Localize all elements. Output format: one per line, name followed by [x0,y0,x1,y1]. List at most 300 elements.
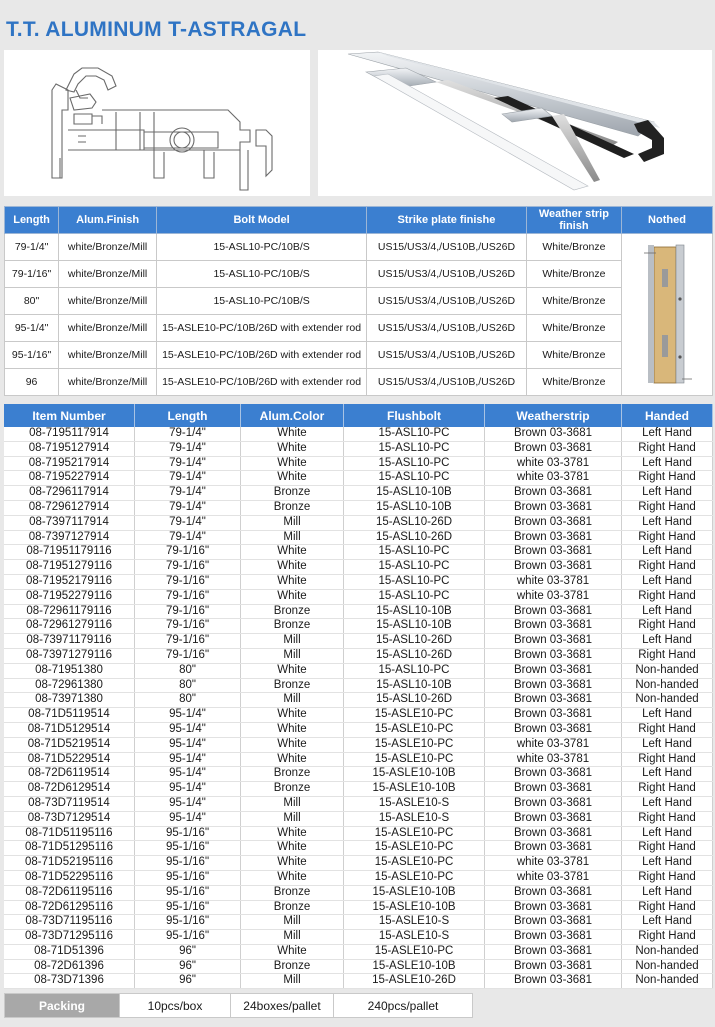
alum-color-cell: White [241,574,344,589]
length-cell: 95-1/16" [135,856,241,871]
table-row [4,663,713,678]
handed-cell: Right Hand [622,752,713,767]
weatherstrip-cell: Brown 03-3681 [485,486,622,501]
flushbolt-cell: 15-ASLE10-PC [344,722,485,737]
item-number-cell: 08-71D52195116 [4,856,135,871]
item-number-cell: 08-73D71396 [4,974,135,989]
spec-row [5,315,713,342]
alum-color-cell: Bronze [241,678,344,693]
length-cell: 80" [135,678,241,693]
weatherstrip-cell: Brown 03-3681 [485,678,622,693]
flushbolt-cell: 15-ASLE10-PC [344,870,485,885]
flushbolt-cell: 15-ASL10-26D [344,693,485,708]
alum-color-cell: White [241,826,344,841]
item-number-cell: 08-71D5229514 [4,752,135,767]
table-row [4,560,713,575]
alum-color-cell: White [241,752,344,767]
spec-cell-alum-finish: white/Bronze/Mill [59,288,157,315]
handed-cell: Left Hand [622,796,713,811]
handed-cell: Right Hand [622,841,713,856]
length-cell: 79-1/16" [135,648,241,663]
spec-cell-strike-plate: US15/US3/4,/US10B,/US26D [367,342,527,369]
spec-cell-strike-plate: US15/US3/4,/US10B,/US26D [367,369,527,396]
item-number-cell: 08-71952279116 [4,589,135,604]
spec-cell-weather-strip: White/Bronze [526,234,621,261]
spec-header-bolt-model: Bolt Model [157,207,367,234]
handed-cell: Right Hand [622,722,713,737]
table-row [4,648,713,663]
table-row [4,752,713,767]
alum-color-cell: Mill [241,915,344,930]
length-cell: 79-1/4" [135,471,241,486]
item-number-cell: 08-73971380 [4,693,135,708]
length-cell: 95-1/4" [135,722,241,737]
alum-color-cell: Mill [241,930,344,945]
item-number-cell: 08-71951380 [4,663,135,678]
flushbolt-cell: 15-ASLE10-10B [344,767,485,782]
length-cell: 95-1/16" [135,930,241,945]
packing-per-box: 10pcs/box [120,994,231,1018]
spec-cell-length: 95-1/16" [5,342,59,369]
length-cell: 96" [135,959,241,974]
table-row [4,456,713,471]
item-number-cell: 08-72D61195116 [4,885,135,900]
length-cell: 79-1/16" [135,545,241,560]
alum-color-cell: White [241,944,344,959]
table-row [4,486,713,501]
length-cell: 95-1/16" [135,915,241,930]
length-cell: 96" [135,944,241,959]
handed-cell: Non-handed [622,959,713,974]
spec-row [5,342,713,369]
flushbolt-cell: 15-ASLE10-26D [344,974,485,989]
items-header-alum-color: Alum.Color [241,404,344,427]
weatherstrip-cell: white 03-3781 [485,737,622,752]
items-header-row [4,404,713,427]
item-number-cell: 08-72D6129514 [4,782,135,797]
items-table-body [4,427,713,989]
table-row [4,722,713,737]
flushbolt-cell: 15-ASL10-26D [344,530,485,545]
table-row [4,634,713,649]
handed-cell: Left Hand [622,515,713,530]
weatherstrip-cell: white 03-3781 [485,574,622,589]
weatherstrip-cell: Brown 03-3681 [485,708,622,723]
flushbolt-cell: 15-ASLE10-S [344,915,485,930]
spec-cell-strike-plate: US15/US3/4,/US10B,/US26D [367,261,527,288]
length-cell: 95-1/16" [135,841,241,856]
item-number-cell: 08-71D51396 [4,944,135,959]
handed-cell: Right Hand [622,648,713,663]
alum-color-cell: White [241,427,344,441]
weatherstrip-cell: Brown 03-3681 [485,959,622,974]
flushbolt-cell: 15-ASLE10-PC [344,737,485,752]
alum-color-cell: White [241,545,344,560]
item-number-cell: 08-7296127914 [4,500,135,515]
packing-boxes-per-pallet: 24boxes/pallet [231,994,334,1018]
notched-astragal-svg [622,239,712,387]
alum-color-cell: Bronze [241,767,344,782]
item-number-cell: 08-71951279116 [4,560,135,575]
alum-color-cell: Bronze [241,604,344,619]
spec-cell-weather-strip: White/Bronze [526,261,621,288]
item-number-cell: 08-71952179116 [4,574,135,589]
spec-cell-weather-strip: White/Bronze [526,315,621,342]
flushbolt-cell: 15-ASL10-PC [344,545,485,560]
flushbolt-cell: 15-ASL10-10B [344,678,485,693]
spec-cell-bolt-model: 15-ASL10-PC/10B/S [157,234,367,261]
table-row [4,693,713,708]
handed-cell: Left Hand [622,856,713,871]
handed-cell: Right Hand [622,811,713,826]
cross-section-svg [4,50,310,196]
flushbolt-cell: 15-ASLE10-PC [344,856,485,871]
alum-color-cell: White [241,737,344,752]
items-header-length: Length [135,404,241,427]
spec-header-alum-finish: Alum.Finish [59,207,157,234]
alum-color-cell: Mill [241,796,344,811]
item-number-cell: 08-72D61295116 [4,900,135,915]
handed-cell: Left Hand [622,604,713,619]
weatherstrip-cell: Brown 03-3681 [485,930,622,945]
handed-cell: Right Hand [622,589,713,604]
weatherstrip-cell: Brown 03-3681 [485,841,622,856]
table-row [4,930,713,945]
flushbolt-cell: 15-ASL10-PC [344,427,485,441]
flushbolt-cell: 15-ASLE10-PC [344,708,485,723]
spec-header-length: Length [5,207,59,234]
alum-color-cell: Mill [241,530,344,545]
length-cell: 79-1/4" [135,441,241,456]
weatherstrip-cell: white 03-3781 [485,870,622,885]
flushbolt-cell: 15-ASLE10-10B [344,885,485,900]
alum-color-cell: Mill [241,634,344,649]
spec-cell-strike-plate: US15/US3/4,/US10B,/US26D [367,234,527,261]
astragal-product-photo [318,50,712,196]
alum-color-cell: Bronze [241,486,344,501]
weatherstrip-cell: Brown 03-3681 [485,944,622,959]
weatherstrip-cell: Brown 03-3681 [485,693,622,708]
table-row [4,515,713,530]
table-row [4,944,713,959]
weatherstrip-cell: Brown 03-3681 [485,427,622,441]
weatherstrip-cell: Brown 03-3681 [485,634,622,649]
item-number-cell: 08-73D7119514 [4,796,135,811]
table-row [4,574,713,589]
table-row [4,915,713,930]
handed-cell: Right Hand [622,619,713,634]
flushbolt-cell: 15-ASLE10-S [344,796,485,811]
table-row [4,589,713,604]
table-row [4,545,713,560]
packing-label: Packing [5,994,120,1018]
length-cell: 79-1/16" [135,560,241,575]
weatherstrip-cell: white 03-3781 [485,589,622,604]
length-cell: 79-1/4" [135,530,241,545]
handed-cell: Right Hand [622,900,713,915]
spec-row [5,261,713,288]
flushbolt-cell: 15-ASL10-10B [344,486,485,501]
packing-row [5,994,473,1018]
length-cell: 95-1/4" [135,708,241,723]
items-header-weatherstrip: Weatherstrip [485,404,622,427]
alum-color-cell: Bronze [241,900,344,915]
length-cell: 79-1/4" [135,427,241,441]
weatherstrip-cell: Brown 03-3681 [485,604,622,619]
flushbolt-cell: 15-ASLE10-10B [344,959,485,974]
handed-cell: Right Hand [622,560,713,575]
length-cell: 79-1/4" [135,515,241,530]
spec-header-weather-strip: Weather strip finish [526,207,621,234]
handed-cell: Right Hand [622,471,713,486]
flushbolt-cell: 15-ASL10-26D [344,634,485,649]
spec-cell-bolt-model: 15-ASLE10-PC/10B/26D with extender rod [157,369,367,396]
item-number-cell: 08-7195117914 [4,427,135,441]
length-cell: 79-1/16" [135,634,241,649]
weatherstrip-cell: Brown 03-3681 [485,619,622,634]
handed-cell: Non-handed [622,678,713,693]
alum-color-cell: Bronze [241,500,344,515]
table-row [4,708,713,723]
weatherstrip-cell: Brown 03-3681 [485,885,622,900]
length-cell: 79-1/16" [135,604,241,619]
flushbolt-cell: 15-ASL10-10B [344,500,485,515]
spec-row [5,234,713,261]
alum-color-cell: White [241,856,344,871]
handed-cell: Left Hand [622,545,713,560]
item-number-cell: 08-7397127914 [4,530,135,545]
table-row [4,959,713,974]
weatherstrip-cell: white 03-3781 [485,471,622,486]
alum-color-cell: White [241,708,344,723]
alum-color-cell: White [241,663,344,678]
table-row [4,471,713,486]
spec-header-strike-plate: Strike plate finishe [367,207,527,234]
weatherstrip-cell: Brown 03-3681 [485,811,622,826]
page-title: T.T. ALUMINUM T-ASTRAGAL [6,18,307,41]
item-number-cell: 08-72961179116 [4,604,135,619]
flushbolt-cell: 15-ASL10-PC [344,574,485,589]
item-number-cell: 08-7397117914 [4,515,135,530]
item-number-cell: 08-72961380 [4,678,135,693]
alum-color-cell: Mill [241,515,344,530]
alum-color-cell: Bronze [241,885,344,900]
table-row [4,841,713,856]
weatherstrip-cell: Brown 03-3681 [485,796,622,811]
handed-cell: Left Hand [622,885,713,900]
table-row [4,530,713,545]
item-number-cell: 08-71D51195116 [4,826,135,841]
table-row [4,796,713,811]
weatherstrip-cell: white 03-3781 [485,856,622,871]
spec-table [4,206,713,396]
handed-cell: Left Hand [622,826,713,841]
handed-cell: Non-handed [622,974,713,989]
packing-table [4,993,473,1018]
spec-cell-length: 80" [5,288,59,315]
spec-cell-weather-strip: White/Bronze [526,288,621,315]
length-cell: 79-1/4" [135,486,241,501]
flushbolt-cell: 15-ASLE10-PC [344,752,485,767]
table-row [4,441,713,456]
item-number-cell: 08-72D6119514 [4,767,135,782]
weatherstrip-cell: white 03-3781 [485,752,622,767]
alum-color-cell: White [241,456,344,471]
length-cell: 95-1/4" [135,737,241,752]
handed-cell: Left Hand [622,767,713,782]
table-row [4,974,713,989]
spec-cell-alum-finish: white/Bronze/Mill [59,315,157,342]
weatherstrip-cell: Brown 03-3681 [485,560,622,575]
length-cell: 79-1/4" [135,500,241,515]
weatherstrip-cell: Brown 03-3681 [485,648,622,663]
length-cell: 95-1/16" [135,826,241,841]
handed-cell: Right Hand [622,500,713,515]
items-header-flushbolt: Flushbolt [344,404,485,427]
flushbolt-cell: 15-ASL10-PC [344,471,485,486]
item-number-cell: 08-7195127914 [4,441,135,456]
alum-color-cell: White [241,841,344,856]
flushbolt-cell: 15-ASLE10-10B [344,782,485,797]
weatherstrip-cell: Brown 03-3681 [485,441,622,456]
item-number-cell: 08-73971179116 [4,634,135,649]
weatherstrip-cell: Brown 03-3681 [485,722,622,737]
flushbolt-cell: 15-ASLE10-S [344,811,485,826]
table-row [4,811,713,826]
flushbolt-cell: 15-ASLE10-10B [344,900,485,915]
table-row [4,678,713,693]
flushbolt-cell: 15-ASLE10-S [344,930,485,945]
handed-cell: Right Hand [622,930,713,945]
alum-color-cell: White [241,441,344,456]
alum-color-cell: Mill [241,974,344,989]
spec-cell-length: 96 [5,369,59,396]
spec-cell-bolt-model: 15-ASLE10-PC/10B/26D with extender rod [157,342,367,369]
weatherstrip-cell: Brown 03-3681 [485,974,622,989]
length-cell: 96" [135,974,241,989]
spec-cell-bolt-model: 15-ASL10-PC/10B/S [157,288,367,315]
spec-cell-bolt-model: 15-ASLE10-PC/10B/26D with extender rod [157,315,367,342]
length-cell: 80" [135,663,241,678]
flushbolt-cell: 15-ASL10-PC [344,441,485,456]
alum-color-cell: Bronze [241,782,344,797]
alum-color-cell: Bronze [241,619,344,634]
weatherstrip-cell: Brown 03-3681 [485,663,622,678]
spec-cell-alum-finish: white/Bronze/Mill [59,369,157,396]
table-row [4,826,713,841]
flushbolt-cell: 15-ASL10-26D [344,648,485,663]
product-photo-svg [318,50,712,196]
items-header-item-number: Item Number [4,404,135,427]
spec-row [5,288,713,315]
table-row [4,900,713,915]
alum-color-cell: Mill [241,693,344,708]
item-number-cell: 08-71D51295116 [4,841,135,856]
weatherstrip-cell: Brown 03-3681 [485,767,622,782]
length-cell: 80" [135,693,241,708]
item-number-cell: 08-71D5219514 [4,737,135,752]
alum-color-cell: Mill [241,648,344,663]
spec-cell-bolt-model: 15-ASL10-PC/10B/S [157,261,367,288]
length-cell: 95-1/4" [135,811,241,826]
flushbolt-cell: 15-ASLE10-PC [344,826,485,841]
spec-table-body [5,234,713,396]
handed-cell: Left Hand [622,634,713,649]
spec-cell-weather-strip: White/Bronze [526,342,621,369]
weatherstrip-cell: Brown 03-3681 [485,545,622,560]
flushbolt-cell: 15-ASL10-PC [344,560,485,575]
length-cell: 79-1/16" [135,589,241,604]
table-row [4,604,713,619]
item-number-cell: 08-7296117914 [4,486,135,501]
alum-color-cell: White [241,722,344,737]
length-cell: 95-1/4" [135,796,241,811]
spec-cell-length: 79-1/4" [5,234,59,261]
spec-header-notched: Nothed [622,207,713,234]
table-row [4,856,713,871]
items-table [4,404,713,989]
table-row [4,500,713,515]
handed-cell: Left Hand [622,915,713,930]
flushbolt-cell: 15-ASLE10-PC [344,841,485,856]
item-number-cell: 08-73D71295116 [4,930,135,945]
table-row [4,782,713,797]
flushbolt-cell: 15-ASL10-10B [344,619,485,634]
weatherstrip-cell: Brown 03-3681 [485,915,622,930]
handed-cell: Left Hand [622,737,713,752]
spec-cell-length: 95-1/4" [5,315,59,342]
alum-color-cell: White [241,589,344,604]
weatherstrip-cell: Brown 03-3681 [485,900,622,915]
weatherstrip-cell: Brown 03-3681 [485,826,622,841]
spec-cell-alum-finish: white/Bronze/Mill [59,234,157,261]
handed-cell: Right Hand [622,441,713,456]
handed-cell: Left Hand [622,456,713,471]
weatherstrip-cell: Brown 03-3681 [485,515,622,530]
flushbolt-cell: 15-ASL10-10B [344,604,485,619]
items-header-handed: Handed [622,404,713,427]
spec-cell-alum-finish: white/Bronze/Mill [59,261,157,288]
flushbolt-cell: 15-ASLE10-PC [344,944,485,959]
notched-astragal-photo [622,234,713,396]
spec-header-row [5,207,713,234]
item-number-cell: 08-71D5129514 [4,722,135,737]
spec-cell-strike-plate: US15/US3/4,/US10B,/US26D [367,315,527,342]
length-cell: 79-1/16" [135,619,241,634]
spec-row [5,369,713,396]
flushbolt-cell: 15-ASL10-PC [344,456,485,471]
spec-cell-strike-plate: US15/US3/4,/US10B,/US26D [367,288,527,315]
length-cell: 95-1/16" [135,870,241,885]
flushbolt-cell: 15-ASL10-PC [344,663,485,678]
astragal-cross-section-drawing [4,50,310,196]
length-cell: 79-1/4" [135,456,241,471]
table-row [4,427,713,441]
packing-per-pallet: 240pcs/pallet [334,994,473,1018]
handed-cell: Left Hand [622,708,713,723]
weatherstrip-cell: Brown 03-3681 [485,500,622,515]
item-number-cell: 08-7195227914 [4,471,135,486]
length-cell: 95-1/16" [135,885,241,900]
table-row [4,619,713,634]
handed-cell: Left Hand [622,574,713,589]
item-number-cell: 08-73D71195116 [4,915,135,930]
item-number-cell: 08-71D5119514 [4,708,135,723]
item-number-cell: 08-73D7129514 [4,811,135,826]
length-cell: 95-1/4" [135,782,241,797]
flushbolt-cell: 15-ASL10-PC [344,589,485,604]
spec-cell-alum-finish: white/Bronze/Mill [59,342,157,369]
